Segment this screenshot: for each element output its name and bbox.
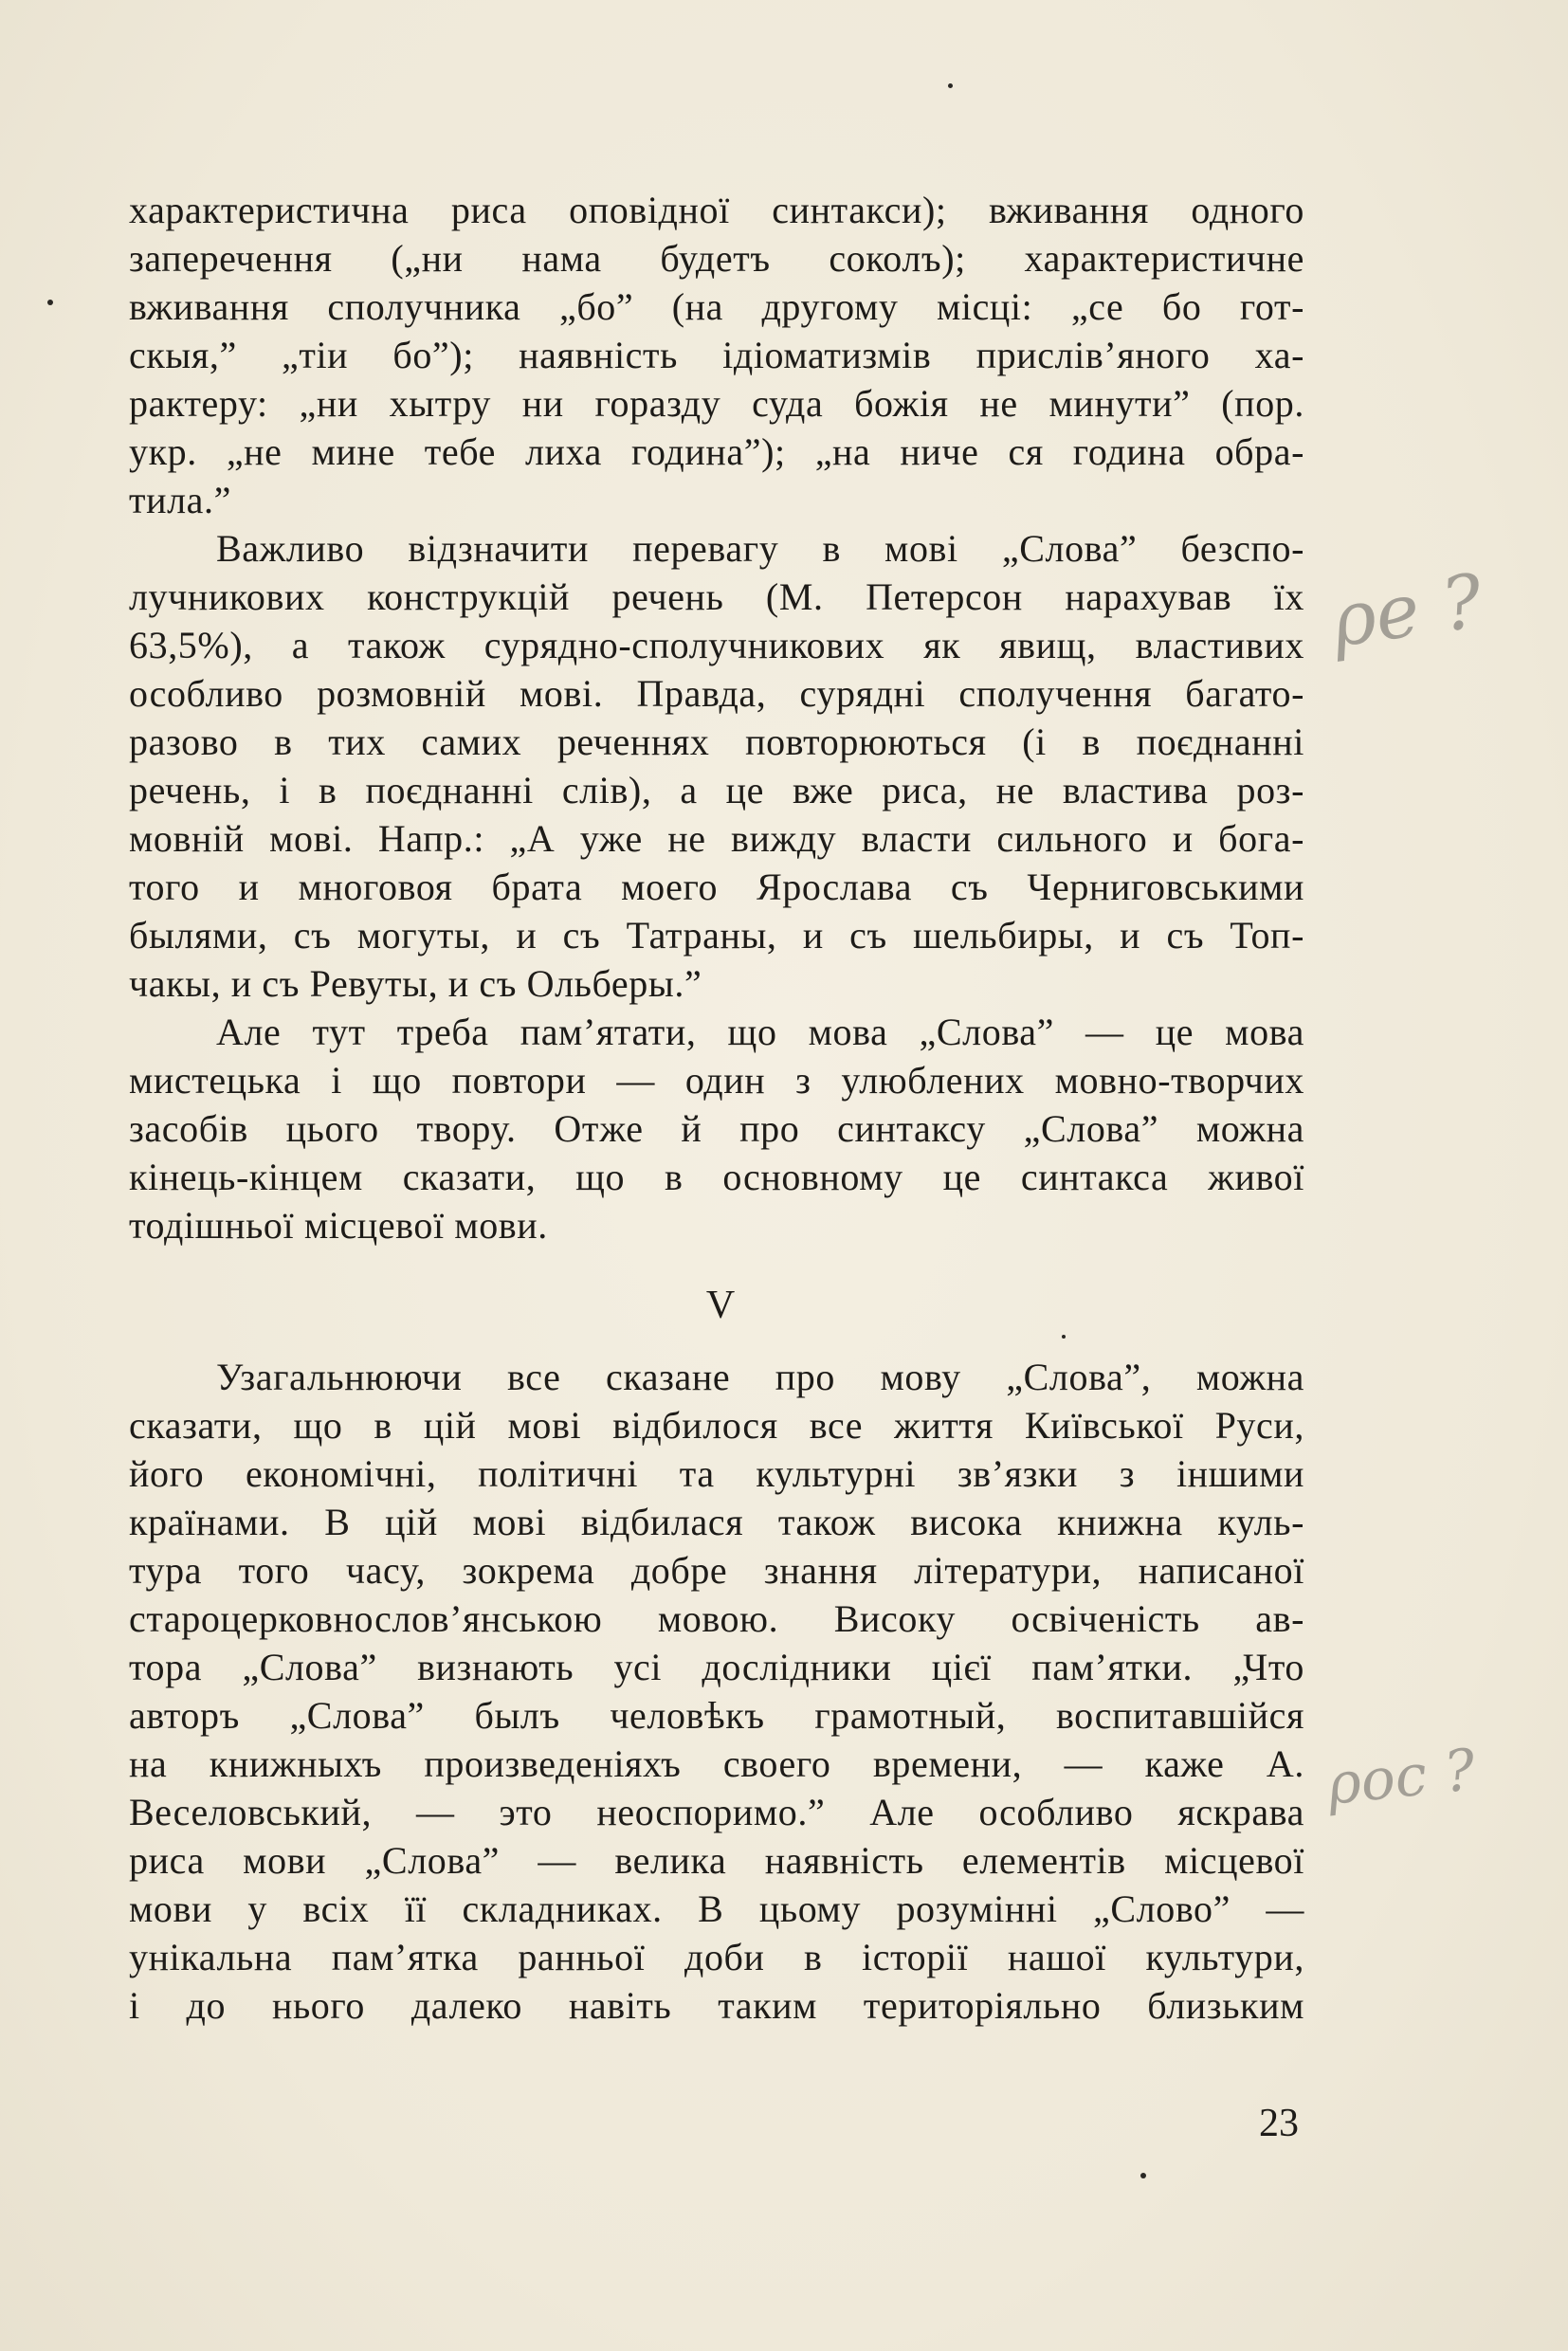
text-line: того и многовоя брата моего Ярослава съ Черниговськими	[129, 866, 1304, 908]
text-line: тора „Слова” визнають усі дослідники цієї пам’ятки. „Что	[129, 1646, 1304, 1688]
text-line: риса мови „Слова” — велика наявність елементів місцевої	[129, 1839, 1304, 1882]
print-speck	[1062, 1335, 1066, 1339]
handwritten-margin-mark: ρe ?	[1326, 558, 1488, 665]
text-line: заперечення („ни нама будетъ соколъ); характеристичне	[129, 237, 1304, 280]
paragraph-summary	[129, 1353, 1304, 2030]
text-line: 63,5%), а також сурядно-сполучникових як явищ, властивих	[129, 624, 1304, 666]
text-column-lower	[129, 1353, 1304, 2030]
text-line: на книжныхъ произведеніяхъ своего времени, — каже А.	[129, 1742, 1304, 1785]
text-line: і до нього далеко навіть таким територіяльно близьким	[129, 1984, 1304, 2027]
print-speck	[948, 83, 953, 88]
text-line: чакы, и съ Ревуты, и съ Ольберы.”	[129, 962, 702, 1005]
text-line: тила.”	[129, 479, 231, 521]
text-line: сказати, що в цій мові відбилося все життя Київської Руси,	[129, 1404, 1304, 1447]
handwritten-margin-mark: ρос ?	[1323, 1737, 1479, 1818]
text-line: мовній мові. Напр.: „А уже не вижду власти сильного и бога-	[129, 817, 1304, 860]
text-line: вживання сполучника „бо” (на другому місці: „се бо гот-	[129, 285, 1304, 328]
text-line: авторъ „Слова” былъ человѣкъ грамотный, воспитавшійся	[129, 1694, 1304, 1737]
section-heading-roman-numeral: V	[705, 1284, 736, 1327]
text-line: його економічні, політичні та культурні зв’язки з іншими	[129, 1452, 1304, 1495]
text-line: разово в тих самих реченнях повторюються (і в поєднанні	[129, 720, 1304, 763]
text-column-upper	[129, 186, 1304, 1249]
print-speck	[47, 300, 53, 305]
text-line: староцерковнослов’янською мовою. Високу освіченість ав-	[129, 1597, 1304, 1640]
text-line: Але тут треба пам’ятати, що мова „Слова” — це мова	[216, 1011, 1304, 1053]
text-line: характеристична риса оповідної синтакси); вживання одного	[129, 189, 1304, 231]
print-speck	[1140, 2173, 1146, 2178]
text-line: тодішньої місцевої мови.	[129, 1204, 548, 1247]
paragraph-syntax-features	[129, 186, 1304, 524]
text-line: Веселовський, — это неоспоримо.” Але особливо яскрава	[129, 1791, 1304, 1833]
text-line: Узагальнюючи все сказане про мову „Слова”, можна	[216, 1356, 1304, 1398]
text-line: засобів цього твору. Отже й про синтаксу „Слова” можна	[129, 1107, 1304, 1150]
text-line: лучникових конструкцій речень (М. Петерсон нарахував їх	[129, 575, 1304, 618]
text-line: Важливо відзначити перевагу в мові „Слова” безспо-	[216, 527, 1304, 570]
text-line: тура того часу, зокрема добре знання літератури, написаної	[129, 1549, 1304, 1592]
text-line: речень, і в поєднанні слів), а це вже риса, не властива роз-	[129, 769, 1304, 811]
text-line: скыя,” „тіи бо”); наявність ідіоматизмів прислів’яного ха-	[129, 334, 1304, 376]
paragraph-artistic-language	[129, 1008, 1304, 1249]
paragraph-conjunctions	[129, 524, 1304, 1008]
text-line: унікальна пам’ятка ранньої доби в історії нашої культури,	[129, 1936, 1304, 1978]
text-line: укр. „не мине тебе лиха година”); „на ниче ся година обра-	[129, 430, 1304, 473]
text-line: рактеру: „ни хытру ни горазду суда божія не минути” (пор.	[129, 382, 1304, 425]
text-line: кінець-кінцем сказати, що в основному це синтакса живої	[129, 1156, 1304, 1198]
text-line: былями, съ могуты, и съ Татраны, и съ шельбиры, и съ Топ-	[129, 914, 1304, 957]
text-line: країнами. В цій мові відбилася також висока книжна куль-	[129, 1501, 1304, 1543]
text-line: особливо розмовній мові. Правда, сурядні сполучення багато-	[129, 672, 1304, 715]
text-line: мистецька і що повтори — один з улюблених мовно-творчих	[129, 1059, 1304, 1102]
text-line: мови у всіх її складниках. В цьому розумінні „Слово” —	[129, 1887, 1304, 1930]
page-number: 23	[1259, 2102, 1299, 2145]
